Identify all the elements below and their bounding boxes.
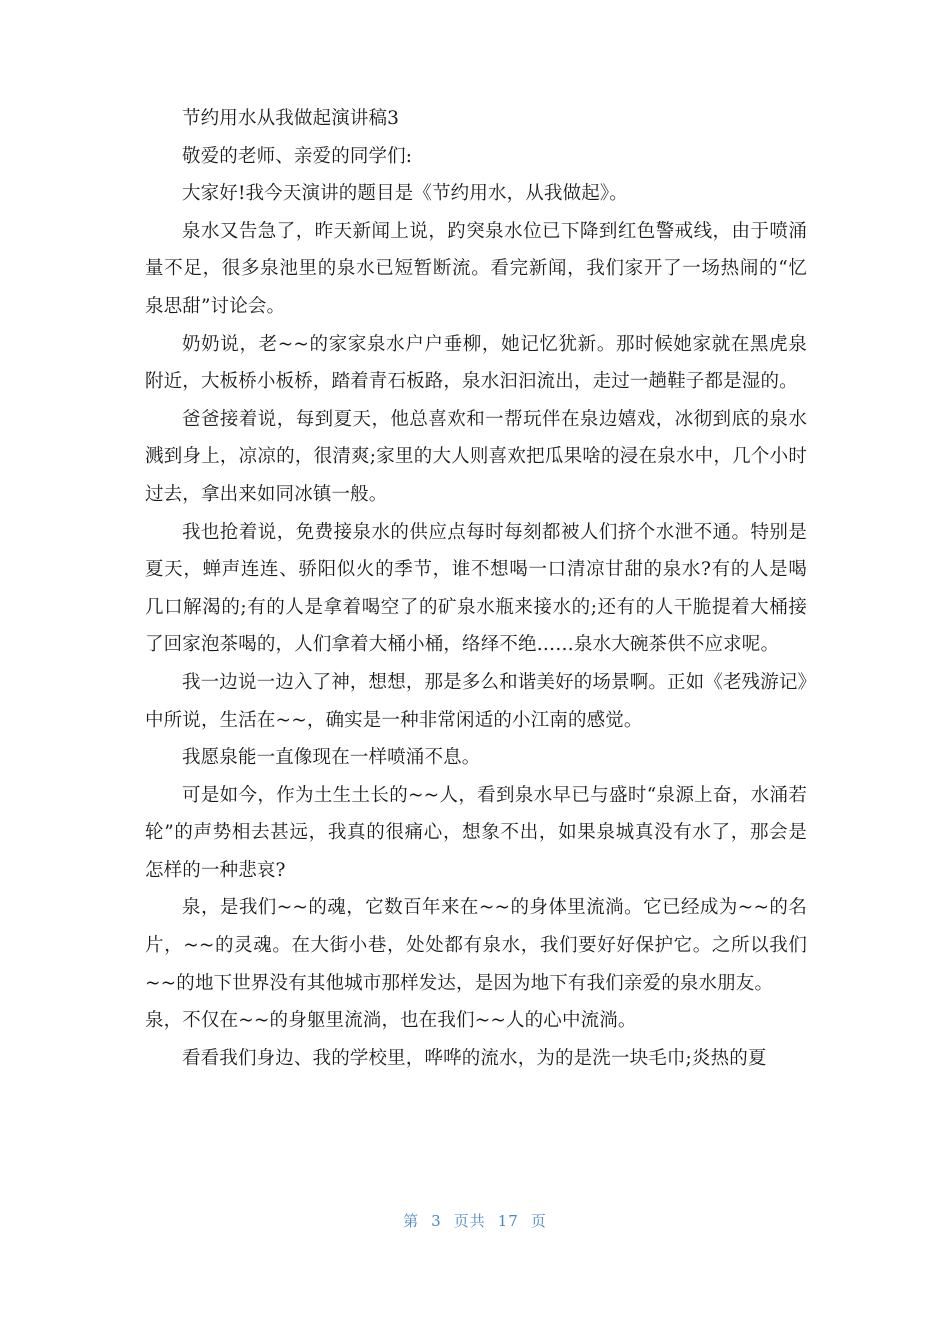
paragraph: 我一边说一边入了神，想想，那是多么和谐美好的场景啊。正如《老残游记》中所说，生活在~~，确实是一种非常闲适的小江南的感觉。 — [145, 671, 807, 731]
paragraph-salutation: 敬爱的老师、亲爱的同学们: — [182, 145, 413, 167]
page-label-prefix: 第 — [403, 1212, 420, 1230]
document-title: 节约用水从我做起演讲稿3 — [182, 108, 400, 129]
page-label-suffix: 页 — [530, 1212, 547, 1230]
paragraph: 可是如今，作为土生土长的~~人，看到泉水早已与盛时“泉源上奋，水涌若轮”的声势相去甚远，我真的很痛心，想象不出，如果泉城真没有水了，那会是怎样的一种悲哀? — [145, 784, 807, 881]
paragraph-greeting: 大家好!我今天演讲的题目是《节约用水，从我做起》。 — [182, 183, 628, 205]
paragraph: 奶奶说，老~~的家家泉水户户垂柳，她记忆犹新。那时候她家就在黑虎泉附近，大板桥小板桥，踏着青石板路，泉水汩汩流出，走过一趟鞋子都是湿的。 — [145, 333, 807, 393]
paragraph-unindented: 泉，不仅在~~的身躯里流淌，也在我们~~人的心中流淌。 — [145, 1010, 637, 1032]
paragraph: 我也抢着说，免费接泉水的供应点每时每刻都被人们挤个水泄不通。特别是夏天，蝉声连连、骄阳似火的季节，谁不想喝一口清凉甘甜的泉水?有的人是喝几口解渴的;有的人是拿着喝空了的矿泉水瓶来接水的;还有的人干脆提着大桶接了回家泡茶喝的，人们拿着大桶小桶，络绎不绝……泉水大碗茶供不应求呢。 — [145, 521, 807, 656]
paragraph: 看看我们身边、我的学校里，哗哗的流水，为的是洗一块毛巾;炎热的夏 — [182, 1047, 767, 1069]
document-body — [145, 100, 807, 1077]
paragraph: 我愿泉能一直像现在一样喷涌不息。 — [182, 747, 481, 769]
page-footer — [0, 1210, 950, 1231]
page-label-mid: 页共 — [453, 1212, 486, 1230]
total-pages-number: 17 — [497, 1212, 519, 1230]
paragraph: 爸爸接着说，每到夏天，他总喜欢和一帮玩伴在泉边嬉戏，冰彻到底的泉水溅到身上，凉凉的，很清爽;家里的大人则喜欢把瓜果啥的浸在泉水中，几个小时过去，拿出来如同冰镇一般。 — [145, 408, 807, 505]
current-page-number: 3 — [431, 1212, 442, 1230]
paragraph: 泉水又告急了，昨天新闻上说，趵突泉水位已下降到红色警戒线，由于喷涌量不足，很多泉池里的泉水已短暂断流。看完新闻，我们家开了一场热闹的“忆泉思甜”讨论会。 — [145, 220, 807, 317]
paragraph: 泉，是我们~~的魂，它数百年来在~~的身体里流淌。它已经成为~~的名片，~~的灵魂。在大街小巷，处处都有泉水，我们要好好保护它。之所以我们~~的地下世界没有其他城市那样发达，是因为地下有我们亲爱的泉水朋友。 — [145, 897, 807, 994]
